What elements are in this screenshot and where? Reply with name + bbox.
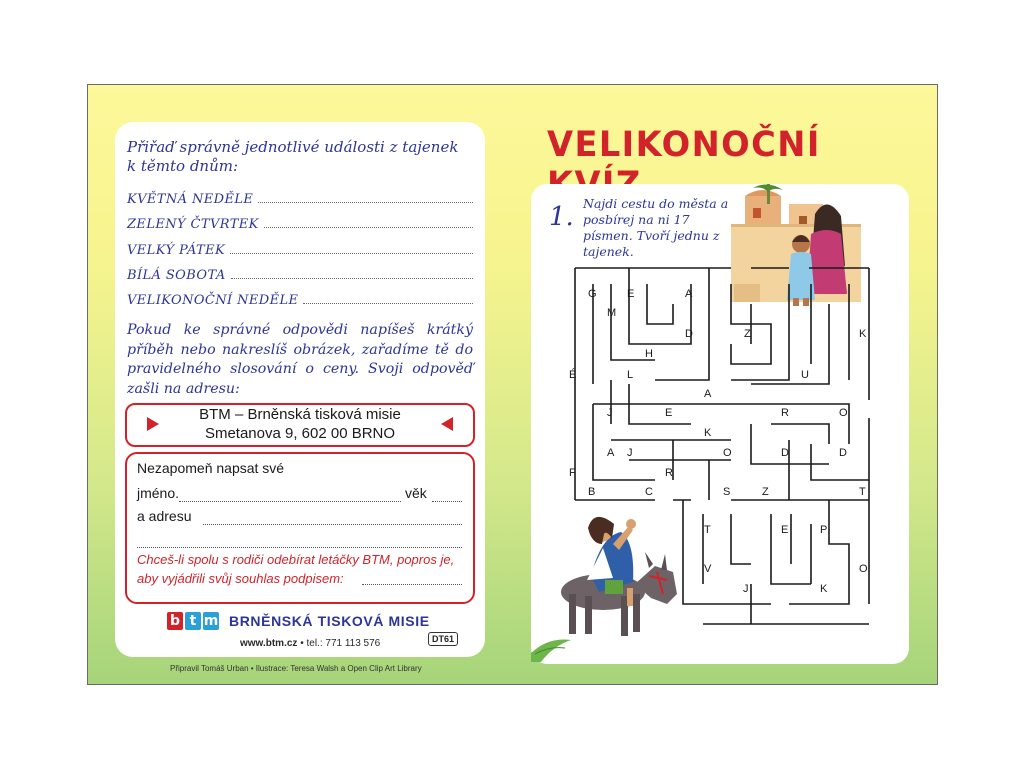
- answer-line[interactable]: [230, 252, 473, 254]
- boy-leg: [803, 298, 809, 306]
- org-name: BRNĚNSKÁ TISKOVÁ MISIE: [229, 613, 430, 629]
- maze-letter: J: [627, 447, 633, 459]
- city-illustration: [731, 184, 861, 306]
- maze-letter: É: [569, 369, 577, 381]
- leaflet-code: DT61: [428, 632, 458, 646]
- address-field-line-2[interactable]: [137, 546, 462, 548]
- day-label: ZELENÝ ČTVRTEK: [127, 217, 259, 232]
- day-label: VELIKONOČNÍ NEDĚLE: [127, 293, 299, 308]
- day-row: [127, 243, 473, 258]
- quiz-sheet: [87, 84, 938, 685]
- logo-letter: t: [185, 612, 201, 630]
- day-row: [127, 268, 473, 283]
- maze-wall: [771, 514, 811, 584]
- name-field[interactable]: [179, 500, 401, 502]
- maze-wall: [683, 500, 771, 604]
- maze-letter: R: [781, 407, 789, 419]
- city-wall-stones: [734, 284, 760, 302]
- city-dome: [745, 190, 781, 196]
- page-title: VELIKONOČNÍ: [547, 125, 821, 165]
- maze-letter: O: [839, 407, 848, 419]
- consent-text: Chceš-li spolu s rodiči odebírat letáčky BTM, popros je, aby vyjádřili svůj souhlas podpisem:: [137, 552, 455, 586]
- maze-letter: A: [607, 447, 615, 459]
- day-label: VELKÝ PÁTEK: [127, 243, 226, 258]
- maze-letter: D: [839, 447, 847, 459]
- btm-logo: [167, 612, 430, 630]
- logo-letter: m: [203, 613, 219, 629]
- instructions-panel: [115, 122, 485, 657]
- maze-letter: M: [607, 307, 617, 319]
- question-number: 1.: [549, 202, 574, 232]
- maze-letter: O: [859, 563, 868, 575]
- maze-letter: S: [723, 486, 731, 498]
- donkey-leg: [569, 594, 576, 634]
- maze-letter: E: [781, 524, 789, 536]
- arrow-left-icon: [441, 417, 453, 431]
- day-row: [127, 293, 473, 308]
- age-label: věk: [405, 485, 427, 501]
- maze-letter: Z: [762, 486, 769, 498]
- address-field[interactable]: [203, 523, 462, 525]
- name-label: jméno.: [137, 485, 180, 501]
- maze-panel: [531, 184, 909, 664]
- donkey-leg: [621, 596, 628, 636]
- maze-letter: K: [859, 328, 867, 340]
- form-title: Nezapomeň napsat své: [137, 460, 285, 476]
- maze-letter: K: [820, 583, 828, 595]
- maze-letter: E: [665, 407, 673, 419]
- maze-wall: [789, 500, 869, 604]
- address-box: [125, 403, 475, 447]
- maze-letter: C: [645, 486, 653, 498]
- day-label: KVĚTNÁ NEDĚLE: [127, 192, 254, 207]
- maze-letter: U: [801, 369, 809, 381]
- maze-letter: E: [627, 288, 635, 300]
- maze-wall: [629, 268, 691, 424]
- maze-letter: A: [685, 288, 693, 300]
- maze-letter: G: [588, 288, 597, 300]
- age-field[interactable]: [432, 500, 462, 502]
- maze-letter: Z: [744, 328, 751, 340]
- donkey-leg: [585, 596, 592, 634]
- maze-illustration: [531, 184, 909, 664]
- contact-form-box: [125, 452, 475, 604]
- question-text: Najdi cestu do města a posbírej na ni 17 písmen. Tvoří jednu z tajenek.: [583, 196, 729, 259]
- maze-letter: A: [704, 388, 712, 400]
- answer-line[interactable]: [231, 277, 473, 279]
- saddle-cloth: [605, 580, 623, 594]
- credits-line: Připravil Tomáš Urban • Ilustrace: Teresa Walsh a Open Clip Art Library: [170, 664, 422, 673]
- address-label: a adresu: [137, 508, 192, 524]
- palm-branch: [531, 639, 571, 662]
- maze-letter: P: [820, 524, 828, 536]
- maze-letter: D: [685, 328, 693, 340]
- maze-wall: [771, 424, 869, 500]
- city-window: [753, 208, 761, 218]
- boy-leg: [793, 298, 799, 306]
- phone-number: • tel.: 771 113 576: [297, 638, 381, 649]
- maze-letter: V: [704, 563, 712, 575]
- jesus-foot: [627, 588, 633, 606]
- maze-letter: H: [645, 348, 653, 360]
- maze-letter: L: [627, 369, 634, 381]
- instruction-paragraph: Pokud ke správné odpovědi napíšeš krátký příběh nebo nakreslíš obrázek, zařadíme tě do pravidelného slosování o ceny. Svoji odpověď zašli na adresu:: [127, 322, 473, 397]
- maze-letter: R: [665, 467, 673, 479]
- contact-line: [240, 638, 380, 649]
- address-line-1: BTM – Brněnská tisková misie: [199, 406, 401, 423]
- maze-letter: J: [743, 583, 749, 595]
- donkey-leg: [633, 594, 640, 632]
- answer-line[interactable]: [264, 226, 473, 228]
- day-row: [127, 192, 473, 207]
- answer-line[interactable]: [258, 201, 473, 203]
- intro-text: Přiřaď správně jednotlivé události z tajenek k těmto dnům:: [127, 138, 459, 175]
- answer-line[interactable]: [303, 302, 473, 304]
- maze-letter: K: [704, 427, 712, 439]
- logo-letter: b: [167, 612, 183, 630]
- maze-letter: T: [859, 486, 866, 498]
- day-label: BÍLÁ SOBOTA: [127, 268, 226, 283]
- jesus-hand: [626, 519, 636, 529]
- maze-letter: B: [588, 486, 596, 498]
- maze-letter: F: [569, 467, 576, 479]
- maze-letter: O: [723, 447, 732, 459]
- jesus-on-donkey-illustration: [531, 517, 677, 662]
- maze-letter: J: [607, 407, 613, 419]
- website-link[interactable]: www.btm.cz: [240, 638, 298, 649]
- signature-field[interactable]: [362, 583, 462, 585]
- address-line-2: Smetanova 9, 602 00 BRNO: [204, 425, 396, 442]
- maze-letter: D: [781, 447, 789, 459]
- maze-letter: T: [704, 524, 711, 536]
- maze-wall: [647, 284, 673, 324]
- day-row: [127, 217, 473, 232]
- maze-wall: [593, 284, 655, 480]
